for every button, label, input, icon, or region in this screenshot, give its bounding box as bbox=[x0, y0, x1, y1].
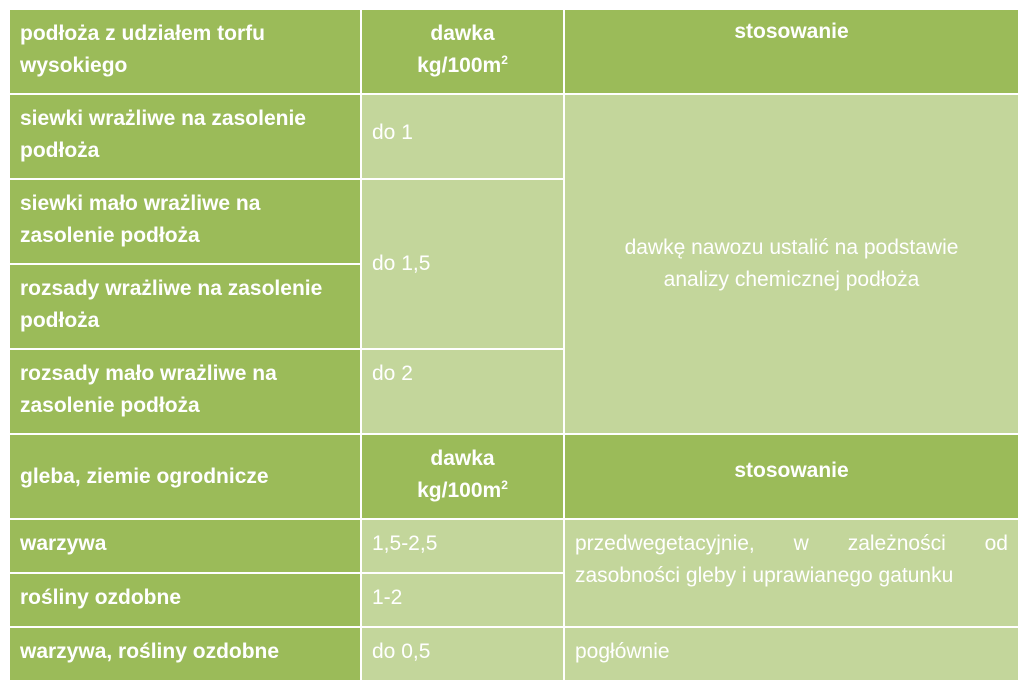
section1-dose-cell bbox=[362, 95, 563, 178]
section2-row-label-text: rośliny ozdobne bbox=[20, 586, 182, 609]
section2-dose-cell bbox=[362, 574, 563, 626]
section2-header-dose-unit: kg/100m bbox=[417, 479, 502, 502]
section1-header-substrate bbox=[10, 10, 360, 93]
section1-dose-cell bbox=[362, 350, 563, 433]
section1-header-dose-unit: kg/100m bbox=[417, 54, 502, 77]
section2-dose-text: do 0,5 bbox=[372, 640, 431, 663]
section2-dose-cell bbox=[362, 520, 563, 572]
section2-header-soil-text: gleba, ziemie ogrodnicze bbox=[20, 464, 269, 488]
section1-dose-text: do 2 bbox=[372, 362, 413, 385]
section1-usage-text: dawkę nawozu ustalić na podstawie analizy chemicznej podłoża bbox=[624, 236, 959, 291]
section1-usage-cell bbox=[565, 95, 1018, 433]
section2-header-dose bbox=[362, 435, 563, 518]
section2-dose-text: 1,5-2,5 bbox=[372, 532, 438, 555]
section1-dose-text: do 1 bbox=[372, 121, 413, 144]
section2-row-label bbox=[10, 520, 360, 572]
section2-header-soil bbox=[10, 435, 360, 518]
section2-header-dose-sup: 2 bbox=[501, 478, 508, 492]
section2-row-label bbox=[10, 574, 360, 626]
section1-row-label bbox=[10, 350, 360, 433]
section2-header-usage-text: stosowanie bbox=[734, 459, 849, 482]
section2-header-dose-line2 bbox=[372, 475, 553, 507]
section1-dose-cell bbox=[362, 180, 563, 348]
section1-row-label bbox=[10, 265, 360, 348]
section2-row-label-text: warzywa, rośliny ozdobne bbox=[20, 640, 280, 663]
section2-usage-last-cell bbox=[565, 628, 1018, 680]
section2-header-usage bbox=[565, 435, 1018, 518]
section1-row-label bbox=[10, 95, 360, 178]
section1-header-dose-sup: 2 bbox=[501, 53, 508, 67]
section1-row-label-text: rozsady wrażliwe na zasolenie podłoża bbox=[20, 277, 323, 332]
section1-row-label-text: rozsady mało wrażliwe na zasolenie podłoża bbox=[20, 362, 277, 417]
section2-usage-last-text: pogłównie bbox=[575, 640, 670, 663]
section1-header-substrate-text: podłoża z udziałem torfu wysokiego bbox=[20, 22, 265, 77]
section1-header-usage bbox=[565, 10, 1018, 93]
dosage-table bbox=[10, 10, 1018, 676]
section1-header-dose bbox=[362, 10, 563, 93]
section1-header-usage-text: stosowanie bbox=[734, 20, 849, 43]
section2-usage-text: przedwegetacyjnie, w zależności od zasobności gleby i uprawianego gatunku bbox=[575, 532, 1008, 587]
section2-header-dose-line1: dawka bbox=[430, 447, 495, 470]
section1-row-label bbox=[10, 180, 360, 263]
section2-row-label-text: warzywa bbox=[20, 532, 107, 555]
section2-row-label bbox=[10, 628, 360, 680]
section2-usage-cell bbox=[565, 520, 1018, 626]
section2-dose-cell bbox=[362, 628, 563, 680]
section1-header-dose-line1: dawka bbox=[430, 22, 495, 45]
section2-dose-text: 1-2 bbox=[372, 586, 403, 609]
section1-dose-text: do 1,5 bbox=[372, 252, 431, 275]
section1-row-label-text: siewki wrażliwe na zasolenie podłoża bbox=[20, 107, 306, 162]
section1-row-label-text: siewki mało wrażliwe na zasolenie podłoża bbox=[20, 192, 261, 247]
section1-header-dose-line2 bbox=[372, 50, 553, 82]
